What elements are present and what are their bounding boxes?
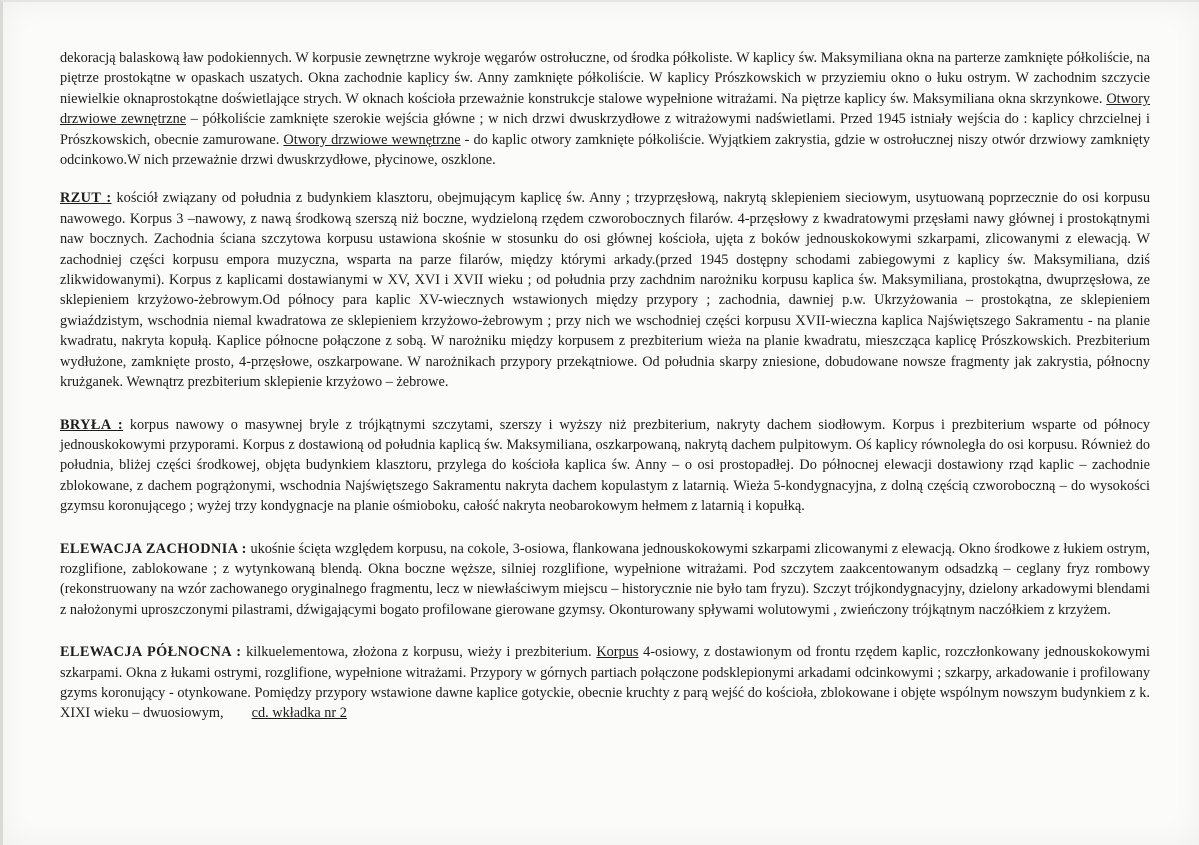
korpus-label: Korpus bbox=[596, 644, 639, 661]
section-body-rzut: kościół związany od południa z budynkiem klasztoru, obejmującym kaplicę św. Anny ; trzyprzęsłową, nakrytą sklepieniem sieciowym, usytuowaną poprzecznie do osi korpusu nawowego. Korpus 3 –nawowy, z nawą środkową szerszą niż boczne, wydzieloną rzędem czworobocznych filarów. 4-przęsłowy z kwadratowymi przęsłami nawy głównej i prostokątnymi naw bocznych. Zachodnia ściana szczytowa korpusu ustawiona skośnie w stosunku do osi głównej kościoła, ujęta z boków jednouskokowymi szkarpami, zlicowanymi z elewacją. W zachodniej części korpusu empora muzyczna, wsparta na parze filarów, między którymi arkady.(przed 1945 dostępny schodami zabiegowymi z kaplicy św. Maksymiliana, dziś zlikwidowanymi). Korpus z kaplicami dostawianymi w XV, XVI i XVII wieku ; od południa przy zachdnim narożniku korpusu kaplica św. Maksymiliana, prostokątna, dwuprzęsłowa, ze sklepieniem krzyżowo-żebrowym.Od północy para kaplic XV-wiecznych wstawionych między przypory ; zachodnia, dawniej p.w. Ukrzyżowania – prostokątna, ze sklepieniem gwiaździstym, wschodnia niemal kwadratowa ze sklepieniem krzyżowo-żebrowym ; przy nich we wschodniej części korpusu XVII-wieczna kaplica Najświętszego Sakramentu - na planie kwadratu, nakryta kopułą. Kaplice północne połączone z sobą. W narożniku między korpusem z prezbiterium wieża na planie kwadratu, mieszcząca kaplicę Prószkowskich. Prezbiterium wydłużone, zamknięte prosto, 4-przęsłowe, oszkarpowane. W narożnikach przypory przekątniowe. Od południa skarpy zniesione, dobudowane nowsze fragmenty jak zakrystia, północny krużganek. Wewnątrz prezbiterium sklepienie krzyżowo – żebrowe. bbox=[60, 190, 1150, 391]
paragraph-openings-text-3: - do kaplic otwory zamknięte półkoliście. Wyjątkiem zakrystia, gdzie w ostrołucznej niszy otwór drzwiowy zamknięty odcinkowo.W nich przeważnie drzwi dwuskrzydłowe, płycinowe, oszklone. bbox=[60, 131, 1151, 169]
section-heading-elewacja-zachodnia: ELEWACJA ZACHODNIA : bbox=[60, 540, 247, 557]
section-body-bryla: korpus nawowy o masywnej bryle z trójkątnymi szczytami, szerszy i wyższy niż prezbiterium, nakryty dachem siodłowym. Korpus i prezbiterium wsparte od północy jednouskokowymi przyporami. Korpus z dostawioną od południa kaplicą św. Maksymiliana, oszkarpowaną, nakrytą dachem pulpitowym. Oś kaplicy równoległa do osi korpusu. Również do południa, bliżej części środkowej, objęta budynkiem klasztoru, przylega do kościoła kaplica św. Anny – o osi prostopadłej. Do północnej elewacji dostawiony rząd kaplic – zachodnie zblokowane, z dachem pogrążonymi, wschodnia Najświętszego Sakramentu nakryta dachem kopulastym z latarnią. Wieża 5-kondygnacyjna, z dolną częścią czworoboczną – do wysokości gzymsu koronującego ; wyżej trzy kondygnacje na planie ośmioboku, całość nakryta neobarokowym hełmem z latarnią i kopułką. bbox=[60, 416, 1151, 515]
section-body-elewacja-polnocna-2: 4-osiowy, z dostawionym od frontu rzędem kaplic, rozczłonkowany jednouskokowymi szkarpami. Okna z łukami ostrymi, rozglifione, wypełnione witrażami. Przypory w górnych partiach połączone podsklepionymi arkadami odcinkowymi ; szkarpy, arkadowanie i profilowany gzyms koronujący - otynkowane. Pomiędzy przypory wstawione dawne kaplice gotyckie, obecnie kruchty z parą wejść do kościoła, zblokowane i objęte wspólnym nowszym budynkiem z k. XIXI wieku – dwuosiowym, bbox=[60, 644, 1150, 722]
section-body-elewacja-polnocna-1: kilkuelementowa, złożona z korpusu, wieży i prezbiterium. bbox=[241, 644, 597, 661]
heading-exterior-doors: Otwory drzwiowe zewnętrzne bbox=[60, 90, 1150, 128]
section-elewacja-polnocna bbox=[60, 642, 1150, 724]
continuation-note: cd. wkładka nr 2 bbox=[251, 705, 347, 722]
paragraph-openings-text-1: dekoracją balaskową ław podokiennych. W korpusie zewnętrzne wykroje węgarów ostrołuczne, od środka półkoliste. W kaplicy św. Maksymiliana okna na parterze zamknięte półkoliście, na piętrze prostokątne w opaskach uszatych. Okna zachodnie kaplicy św. Anny zamknięte półkoliście. W kaplicy Prószkowskich w przyziemiu okno o łuku ostrym. W zachodnim szczycie niewielkie oknaprostokątne doświetlające strych. W oknach kościoła przeważnie konstrukcje stalowe wypełnione witrażami. Na piętrze kaplicy św. Maksymiliana okna skrzynkowe. bbox=[60, 50, 1150, 107]
section-heading-bryla: BRYŁA : bbox=[60, 416, 124, 433]
document-text bbox=[60, 48, 1150, 746]
paragraph-openings-text-2: – półkoliście zamknięte szerokie wejścia główne ; w nich drzwi dwuskrzydłowe z witrażowymi nadświetlami. Przed 1945 istniały wejścia do : kaplicy chrzcielnej i Prószkowskich, obecnie zamurowane. bbox=[60, 111, 1150, 148]
section-bryla bbox=[60, 415, 1150, 517]
heading-interior-doors: Otwory drzwiowe wewnętrzne bbox=[283, 131, 461, 148]
section-elewacja-zachodnia bbox=[60, 539, 1150, 621]
paragraph-openings bbox=[60, 48, 1150, 170]
section-heading-rzut: RZUT : bbox=[60, 190, 112, 207]
section-heading-elewacja-polnocna: ELEWACJA PÓŁNOCNA : bbox=[60, 644, 242, 661]
section-rzut bbox=[60, 188, 1150, 392]
section-body-elewacja-zachodnia: ukośnie ścięta względem korpusu, na cokole, 3-osiowa, flankowana jednouskokowymi szkarpami zlicowanymi z elewacją. Okno środkowe z łukiem ostrym, rozglifione, zablokowane ; z wytynkowaną blendą. Okna boczne węższe, silniej rozglifione, wypełnione witrażami. Pod szczytem zaakcentowanym odsadzką – ceglany fryz rombowy (rekonstruowany na wzór zachowanego oryginalnego fragmentu, lecz w niewłaściwym miejscu – historycznie nie było tam fryzu). Szczyt trójkondygnacyjny, dzielony arkadowymi blendami z nałożonymi uproszczonymi pilastrami, dźwigającymi bogato profilowane gierowane gzymsy. Okonturowany spływami wolutowymi , zwieńczony trójkątnym naczółkiem z krzyżem. bbox=[60, 540, 1150, 618]
